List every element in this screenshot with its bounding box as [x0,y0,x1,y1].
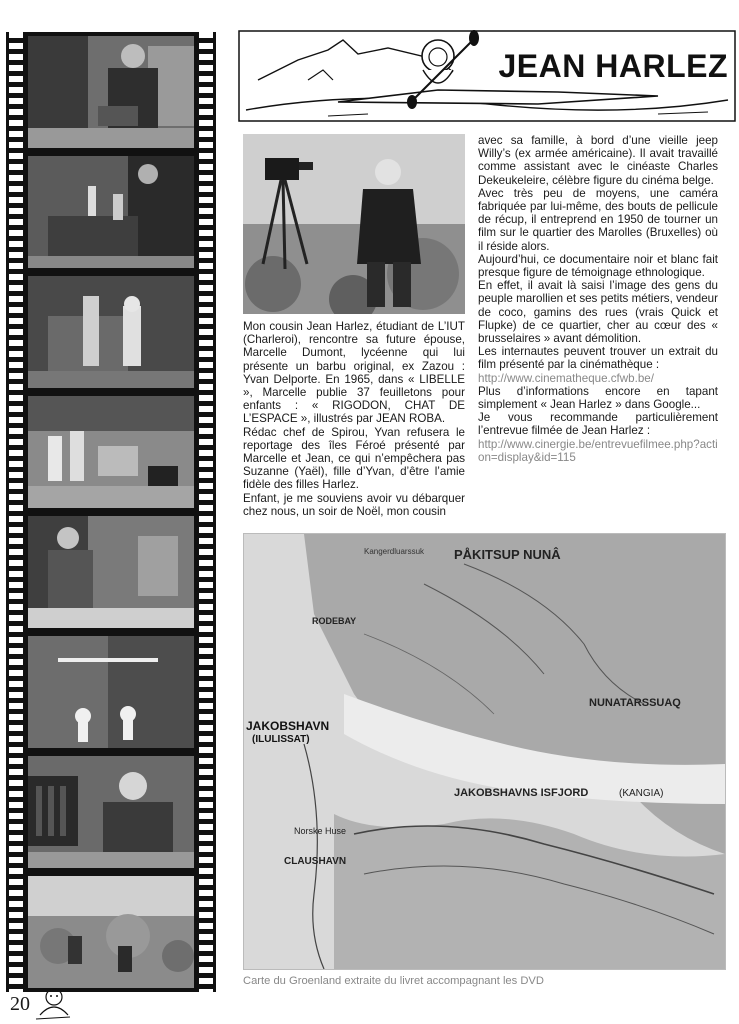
page-title: JEAN HARLEZ [498,48,728,84]
map-caption: Carte du Groenland extraite du livret accompagnant les DVD [243,975,544,987]
film-perforations-left [9,32,23,992]
article-column-2 [478,134,718,464]
article-header [238,30,736,122]
map-label-pakitsup: PÅKITSUP NUNÂ [454,547,561,562]
map-label-isfjord: JAKOBSHAVNS ISFJORD [454,787,589,799]
cameraman-photo [243,134,465,314]
film-frame-3 [28,276,194,388]
map-label-norske: Norske Huse [294,826,347,836]
film-frame-2 [28,156,194,268]
paragraph: Avec très peu de moyens, une caméra fabriquée par lui-même, des bouts de pellicule de récup, il entreprend en 1950 de tourner un film sur le quartier des Marolles (Bruxelles) où il réside alors. [478,186,718,253]
paragraph: Plus d’informations encore en tapant simplement « Jean Harlez » dans Google... [478,384,718,412]
paragraph: Mon cousin Jean Harlez, étudiant de L’IUT (Charleroi), rencontre sa future épouse, Marcelle Dumont, lycéenne qui lui présente un barbu original, ex Zazou : Yvan Delporte. En 1965, dans « LIBELLE », Marcelle publie 37 feuilletons pour enfants : « RIGODON, CHAT DE L’ESPACE », illustrés par JEAN ROBA. [243,320,465,426]
paragraph: avec sa famille, à bord d’une vieille jeep Willy’s (ex armée américaine). Il avait travaillé comme assistant avec le cinéaste Charles Dekeukeleire, célèbre figure du cinéma belge. [478,134,718,187]
greenland-map [243,533,726,970]
paragraph: En effet, il avait là saisi l’image des gens du peuple marollien et ses petits métiers, vendeur de coco, gamins des rues (vrais Quick et Flupke) de ce quartier, cher au cœur des « brusselaires » avant démolition. [478,279,718,346]
film-frame-1 [28,36,194,148]
cinergie-link[interactable]: http://www.cinergie.be/entrevuefilmee.php?action=display&id=115 [478,437,718,464]
cinematheque-link[interactable]: http://www.cinematheque.cfwb.be/ [478,371,654,385]
paragraph: Aujourd’hui, ce documentaire noir et blanc fait presque figure de témoignage ethnologique. [478,252,718,280]
film-strip [6,32,216,992]
map-label-rodebay: RODEBAY [312,616,357,626]
film-frame-4 [28,396,194,508]
map-label-jakobshavn: JAKOBSHAVN [246,719,330,733]
map-label-nunatarssuaq: NUNATARSSUAQ [589,697,681,709]
map-label-claushavn: CLAUSHAVN [284,856,347,867]
paragraph: Rédac chef de Spirou, Yvan refusera le reportage des îles Féroé présenté par Marcelle et Jean, ce qui n’empêchera pas Suzanne (Yaël), fille d’Yvan, d’être l’amie fidèle des filles Harlez. [243,425,465,492]
article-column-1 [243,320,465,518]
film-perforations-right [199,32,213,992]
paragraph: Les internautes peuvent trouver un extrait du film présenté par la cinémathèque : [478,345,718,372]
mascot-icon [30,985,74,1021]
film-frame-6 [28,636,194,748]
film-frame-7 [28,756,194,868]
paragraph: Je vous recommande particulièrement l’entrevue filmée de Jean Harlez : [478,411,718,438]
film-frame-5 [28,516,194,628]
film-frame-8 [28,876,194,988]
map-label-kangia: (KANGIA) [619,788,664,799]
map-label-kangerdluarssuk: Kangerdluarssuk [364,547,425,556]
map-label-ilulissat: (ILULISSAT) [252,734,310,745]
page-number: 20 [10,993,30,1015]
paragraph: Enfant, je me souviens avoir vu débarquer chez nous, un soir de Noël, mon cousin [243,491,465,518]
